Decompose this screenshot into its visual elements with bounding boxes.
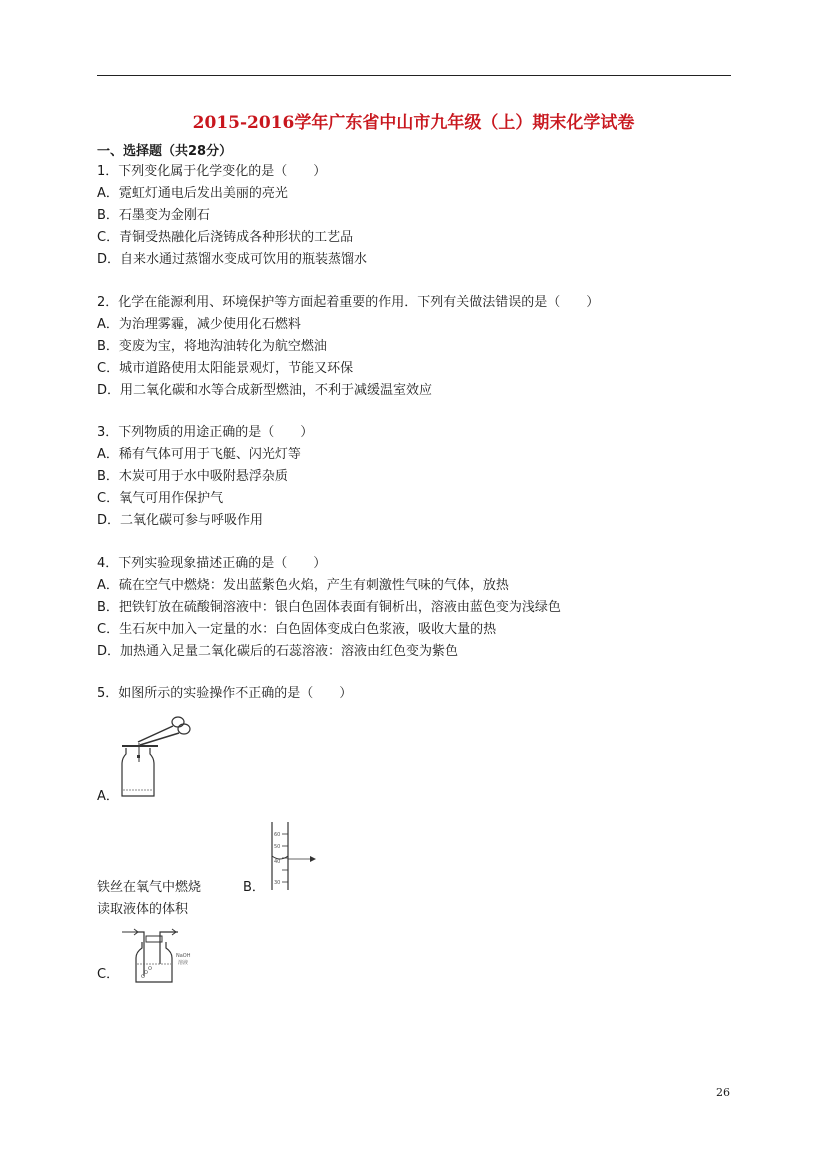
question-2-option-a: A．为治理雾霾，减少使用化石燃料 [97,317,301,332]
question-4-option-d: D．加热通入足量二氧化碳后的石蕊溶液：溶液由红色变为紫色 [97,644,459,659]
question-3-option-d: D．二氧化碳可参与呼吸作用 [97,513,264,528]
question-1-option-b: B．石墨变为金刚石 [97,208,210,223]
question-1-option-c: C．青铜受热融化后浇铸成各种形状的工艺品 [97,230,354,245]
cylinder-tick-label: 40 [274,859,281,865]
question-3-stem: 3．下列物质的用途正确的是（ ） [97,425,314,440]
section-heading: 一、选择题（共28分） [97,144,233,159]
long-tube [138,932,144,976]
wire-spiral [137,755,140,758]
top-rule [97,75,731,76]
tongs-handle-ring-icon [178,724,190,734]
eye-icon [310,856,316,862]
cylinder-tick-label: 60 [274,832,281,838]
question-3-option-a: A．稀有气体可用于飞艇、闪光灯等 [97,447,301,462]
tongs-handle-ring-icon [172,717,184,727]
question-2-stem: 2．化学在能源利用、环境保护等方面起着重要的作用．下列有关做法错误的是（ ） [97,295,600,310]
question-3-option-c: C．氧气可用作保护气 [97,491,224,506]
page-number: 26 [716,1086,730,1099]
question-5-stem: 5．如图所示的实验操作不正确的是（ ） [97,686,353,701]
question-5-option-b-label: B． [243,880,265,895]
question-5-option-b-caption: 读取液体的体积 [97,902,189,917]
figure-b-graduated-cylinder [262,818,320,894]
question-5-option-a-label: A． [97,789,119,804]
cylinder-tick-label: 30 [274,880,281,886]
question-2-option-b: B．变废为宝，将地沟油转化为航空燃油 [97,339,327,354]
figure-c-gas-washing-bottle [120,924,204,986]
short-tube [160,932,178,964]
page-title: 2015-2016学年广东省中山市九年级（上）期末化学试卷 [192,113,635,133]
question-4-stem: 4．下列实验现象描述正确的是（ ） [97,556,327,571]
solution-label: 溶液 [178,960,189,966]
question-1-option-d: D．自来水通过蒸馏水变成可饮用的瓶装蒸馏水 [97,252,368,267]
question-4-option-a: A．硫在空气中燃烧：发出蓝紫色火焰，产生有刺激性气味的气体，放热 [97,578,509,593]
question-1-stem: 1．下列变化属于化学变化的是（ ） [97,164,327,179]
naoh-label: NaOH [176,953,191,959]
cylinder-tick-label: 50 [274,844,281,850]
question-5-option-c-label: C． [97,967,120,982]
question-3-option-b: B．木炭可用于水中吸附悬浮杂质 [97,469,288,484]
question-2-option-c: C．城市道路使用太阳能景观灯，节能又环保 [97,361,354,376]
figure-a-iron-wire-bottle [118,714,192,802]
question-5-option-a-caption: 铁丝在氧气中燃烧 [97,880,202,895]
question-2-option-d: D．用二氧化碳和水等合成新型燃油，不利于减缓温室效应 [97,383,433,398]
question-4-option-b: B．把铁钉放在硫酸铜溶液中：银白色固体表面有铜析出，溶液由蓝色变为浅绿色 [97,600,561,615]
question-4-option-c: C．生石灰中加入一定量的水：白色固体变成白色浆液，吸收大量的热 [97,622,497,637]
question-1-option-a: A．霓虹灯通电后发出美丽的亮光 [97,186,288,201]
